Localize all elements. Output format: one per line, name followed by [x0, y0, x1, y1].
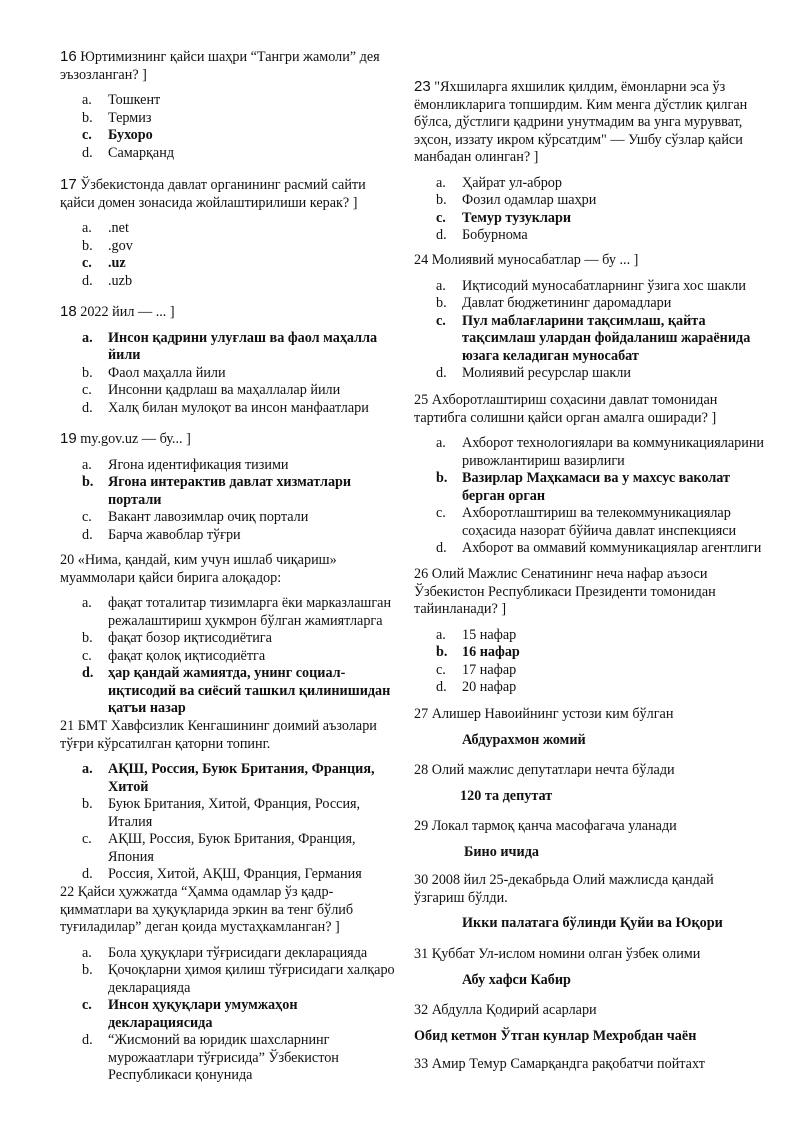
option-letter: d. — [436, 540, 447, 556]
option-letter: c. — [82, 509, 92, 525]
question-text — [414, 818, 764, 836]
option-text: Ахборот технологиялари ва коммуникацияларини ривожлантириш вазирлиги — [462, 435, 765, 469]
question-text — [414, 946, 764, 964]
option-letter: b. — [436, 192, 447, 208]
question-18 — [60, 303, 400, 417]
options-list — [60, 92, 400, 162]
question-20 — [60, 552, 400, 718]
question-22 — [60, 884, 400, 1085]
options-list — [414, 175, 764, 245]
question-body: 26 Олий Мажлис Сенатининг неча нафар аъзоси Ўзбекистон Республикаси Президенти томонидан тайинланади? ] — [414, 566, 716, 617]
option-letter: b. — [82, 796, 93, 812]
option — [60, 110, 400, 128]
option-text: Вакант лавозимлар очиқ портали — [108, 509, 309, 525]
question-body: 24 Молиявий муносабатлар — бу ... ] — [414, 252, 639, 268]
option — [60, 220, 400, 238]
answer-text: 120 та депутат — [460, 787, 553, 804]
question-text — [414, 566, 764, 619]
option-text: Ягона идентификация тизими — [108, 456, 289, 473]
options-list — [60, 595, 400, 718]
question-text — [414, 1056, 764, 1074]
question-body: Ўзбекистонда давлат органининг расмий сайти қайси домен зонасида жойлаштирилиши керак? ] — [60, 177, 366, 211]
option-text: фақат тоталитар тизимларга ёки марказлашган режалаштириш ҳукмрон бўлган жамиятларга — [108, 595, 392, 629]
option-correct — [414, 644, 764, 662]
option-text: 17 нафар — [462, 661, 517, 678]
option-correct — [60, 997, 400, 1032]
option — [60, 1032, 400, 1085]
option-letter: a. — [82, 329, 93, 346]
option-text: Фаол маҳалла йили — [108, 364, 226, 381]
option — [60, 831, 400, 866]
option-correct — [60, 665, 400, 718]
option-letter: d. — [82, 144, 93, 161]
question-body: 33 Амир Темур Самарқандга рақобатчи пойтахт — [414, 1056, 705, 1072]
option-correct — [60, 255, 400, 273]
option-letter: a. — [82, 456, 92, 473]
option-letter: b. — [82, 237, 93, 254]
question-number: 17 — [60, 176, 77, 193]
option — [414, 278, 764, 296]
option-correct — [414, 313, 764, 366]
question-body: 20 «Нима, қандай, ким учун ишлаб чиқариш» муаммолари қайси бирига алоқадор: — [60, 552, 337, 586]
option — [60, 145, 400, 163]
option-text: АҚШ, Россия, Буюк Британия, Франция, Хитой — [108, 761, 375, 795]
option-text: Темур тузуклари — [462, 209, 572, 226]
option-correct — [60, 761, 400, 796]
option-text: Инсон қадрини улуғлаш ва фаол маҳалла йили — [108, 329, 378, 363]
question-body: 31 Қуббат Ул-ислом номини олган ўзбек олими — [414, 946, 701, 962]
option-text: 20 нафар — [462, 679, 517, 695]
option-text: Фозил одамлар шаҳри — [462, 192, 597, 208]
option-text: Инсонни қадрлаш ва маҳаллалар йили — [108, 382, 341, 398]
question-body: 2022 йил — ... ] — [76, 304, 175, 320]
option-letter: b. — [82, 962, 93, 978]
question-23 — [414, 78, 764, 245]
option-letter: a. — [436, 435, 446, 451]
question-text — [60, 552, 400, 587]
option — [414, 540, 764, 558]
option-letter: a. — [436, 277, 446, 294]
question-text — [414, 252, 764, 270]
option — [60, 945, 400, 963]
question-body: 32 Абдулла Қодирий асарлари — [414, 1002, 597, 1018]
option — [414, 505, 764, 540]
option-letter: c. — [436, 661, 446, 678]
option — [60, 273, 400, 291]
option — [60, 365, 400, 383]
option-text: фақат бозор иқтисодиётига — [108, 630, 272, 646]
answer-text: Икки палатага бўлинди Қуйи ва Юқори — [462, 915, 723, 931]
question-number: 19 — [60, 430, 77, 447]
option-letter: c. — [82, 831, 92, 847]
option — [414, 227, 764, 245]
option-text: Халқ билан мулоқот ва инсон манфаатлари — [108, 399, 369, 416]
question-body: Юртимизнинг қайси шаҳри “Тангри жамоли” дея эъзозланган? ] — [60, 49, 380, 83]
option-letter: c. — [82, 127, 92, 143]
option-letter: b. — [82, 474, 94, 490]
answer-text: Абдурахмон жомий — [462, 731, 586, 748]
option-text: Тошкент — [108, 92, 161, 108]
option-letter: d. — [436, 227, 447, 243]
question-body: 29 Локал тармоқ қанча масофагача уланади — [414, 818, 677, 834]
option-letter: b. — [436, 295, 447, 311]
option-text: Инсон ҳуқуқлари умумжаҳон декларациясида — [108, 997, 298, 1031]
option — [60, 648, 400, 666]
option — [60, 630, 400, 648]
option — [414, 679, 764, 697]
question-text — [414, 762, 764, 780]
option-letter: c. — [82, 255, 92, 271]
option-text: Самарқанд — [108, 144, 175, 161]
option-correct — [60, 474, 400, 509]
option — [60, 527, 400, 545]
option-text: .gov — [108, 237, 133, 254]
option-text: Ҳайрат ул-аброр — [462, 174, 562, 191]
question-16 — [60, 48, 400, 162]
question-text — [414, 1002, 764, 1020]
option — [414, 175, 764, 193]
option-letter: c. — [436, 505, 446, 521]
options-list — [60, 761, 400, 884]
options-list — [60, 945, 400, 1085]
option-letter: b. — [436, 470, 448, 486]
option — [60, 595, 400, 630]
question-body: 25 Ахборотлаштириш соҳасини давлат томонидан тартибга солишни қайси орган амалга оширади? ] — [414, 392, 718, 426]
option-letter: d. — [82, 272, 93, 289]
answer-text: Абу хафси Кабир — [462, 971, 571, 988]
option — [60, 509, 400, 527]
question-19 — [60, 430, 400, 544]
options-list — [60, 220, 400, 290]
question-text — [60, 176, 400, 212]
option-correct — [60, 330, 400, 365]
option-text: АҚШ, Россия, Буюк Британия, Франция, Япония — [108, 831, 356, 865]
option-text: Вазирлар Маҳкамаси ва у махсус ваколат берган орган — [462, 470, 730, 504]
option — [414, 192, 764, 210]
question-body: 30 2008 йил 25-декабрьда Олий мажлисда қандай ўзгариш бўлди. — [414, 872, 714, 906]
question-27 — [414, 706, 764, 749]
option-letter: d. — [82, 399, 93, 416]
question-25 — [414, 392, 764, 558]
options-list — [414, 435, 764, 558]
question-body: 22 Қайси ҳужжатда “Ҳамма одамлар ўз қадр-қимматлари ва ҳуқуқларида эркин ва тенг бўлиб туғиладилар” деган қоида мустаҳкамланган? ] — [60, 884, 354, 935]
question-body: "Яхшиларга яхшилик қилдим, ёмонларни эса ўз ёмонликларига топширдим. Ким менга дўстлик қилган бўлса, дўстлиги қадрини унутмадим ва унга мурувват, эҳсон, иззату икром кўрсатдим" — Ушбу сўзлар қайси манбадан олинган? ] — [414, 79, 748, 165]
question-31 — [414, 946, 764, 989]
question-17 — [60, 176, 400, 290]
question-number: 16 — [60, 48, 77, 65]
option — [60, 382, 400, 400]
option-letter: a. — [436, 626, 446, 643]
option-letter: a. — [82, 595, 92, 611]
question-32 — [414, 1002, 764, 1045]
option-letter: d. — [436, 365, 447, 381]
question-29 — [414, 818, 764, 861]
option-text: “Жисмоний ва юридик шахсларнинг мурожаатлари тўғрисида” Ўзбекистон Республикаси қонунида — [108, 1032, 339, 1083]
question-text — [414, 872, 764, 907]
option-letter: b. — [82, 364, 93, 381]
option-letter: a. — [82, 220, 92, 236]
question-body: my.gov.uz — бу... ] — [76, 431, 191, 447]
question-21 — [60, 718, 400, 884]
option-letter: d. — [82, 526, 93, 543]
option — [414, 627, 764, 645]
option-correct — [60, 127, 400, 145]
option-letter: c. — [82, 382, 92, 398]
question-body: 27 Алишер Навоийнинг устози ким бўлган — [414, 706, 674, 722]
question-24 — [414, 252, 764, 383]
question-number: 18 — [60, 303, 77, 320]
option-letter: d. — [436, 679, 447, 695]
option-text: ҳар қандай жамиятда, унинг социал-иқтисодий ва сиёсий ташкил қилинишидан қатъи назар — [108, 665, 391, 716]
option-letter: c. — [436, 312, 446, 329]
question-text — [414, 706, 764, 724]
option — [414, 295, 764, 313]
option-letter: a. — [82, 761, 93, 777]
option — [414, 662, 764, 680]
options-list — [414, 278, 764, 383]
option-text: 15 нафар — [462, 626, 517, 643]
question-number: 23 — [414, 78, 431, 95]
option-letter: b. — [82, 109, 93, 126]
option-text: фақат қолоқ иқтисодиётга — [108, 647, 266, 664]
option-text: Ахборот ва оммавий коммуникациялар агентлиги — [462, 540, 762, 556]
option-text: Бобурнома — [462, 227, 528, 243]
option — [60, 962, 400, 997]
option-text: Бола ҳуқуқлари тўғрисидаги декларацияда — [108, 944, 368, 961]
option-letter: d. — [82, 866, 93, 882]
options-list — [60, 457, 400, 545]
option-letter: c. — [436, 209, 446, 226]
option-text: Барча жавоблар тўғри — [108, 526, 241, 543]
option-text: Иқтисодий муносабатларнинг ўзига хос шакли — [462, 277, 746, 294]
option-text: Россия, Хитой, АҚШ, Франция, Германия — [108, 866, 362, 882]
option — [60, 796, 400, 831]
question-28 — [414, 762, 764, 805]
option-letter: a. — [82, 944, 92, 961]
question-text — [60, 430, 400, 449]
question-33 — [414, 1056, 764, 1074]
option-text: 16 нафар — [462, 644, 520, 660]
option — [60, 400, 400, 418]
option — [414, 365, 764, 383]
option-text: Пул маблағларини тақсимлаш, қайта тақсимлаш улардан фойдаланиш жараёнида юзага келадиган муносабат — [462, 312, 751, 364]
question-text — [60, 303, 400, 322]
option-text: Ахборотлаштириш ва телекоммуникациялар соҳасида назорат бўйича давлат инспекцияси — [462, 505, 737, 539]
option-text: Молиявий ресурслар шакли — [462, 365, 631, 381]
option-letter: d. — [82, 1032, 93, 1048]
option-letter: b. — [436, 644, 448, 660]
question-30 — [414, 872, 764, 933]
option — [60, 457, 400, 475]
option-letter: c. — [82, 997, 92, 1013]
question-text — [414, 392, 764, 427]
option-text: Давлат бюджетининг даромадлари — [462, 295, 672, 311]
question-body: 21 БМТ Хавфсизлик Кенгашининг доимий аъзолари тўғри кўрсатилган қаторни топинг. — [60, 718, 377, 752]
option-text: Термиз — [108, 109, 152, 126]
options-list — [60, 330, 400, 418]
question-body: 28 Олий мажлис депутатлари нечта бўлади — [414, 762, 675, 778]
answer-text: Обид кетмон Ўтган кунлар Мехробдан чаён — [414, 1027, 697, 1044]
option — [60, 866, 400, 884]
question-26 — [414, 566, 764, 697]
question-text — [60, 718, 400, 753]
options-list — [414, 627, 764, 697]
option — [60, 238, 400, 256]
option-text: Қочоқларни ҳимоя қилиш тўғрисидаги халқаро декларацияда — [108, 962, 395, 996]
option-text: .uz — [108, 255, 126, 271]
option-correct — [414, 470, 764, 505]
option-text: Бухоро — [108, 127, 153, 143]
option — [414, 435, 764, 470]
option-letter: b. — [82, 630, 93, 646]
option-letter: a. — [436, 174, 446, 191]
option — [60, 92, 400, 110]
question-text — [60, 48, 400, 84]
answer-text: Бино ичида — [464, 843, 539, 860]
option-letter: a. — [82, 92, 92, 108]
option-text: .net — [108, 220, 129, 236]
option-text: .uzb — [108, 272, 133, 289]
question-text — [60, 884, 400, 937]
option-text: Ягона интерактив давлат хизматлари портали — [108, 474, 352, 508]
option-letter: d. — [82, 665, 94, 681]
option-text: Буюк Британия, Хитой, Франция, Россия, Италия — [108, 796, 361, 830]
option-letter: c. — [82, 647, 92, 664]
question-text — [414, 78, 764, 167]
option-correct — [414, 210, 764, 228]
